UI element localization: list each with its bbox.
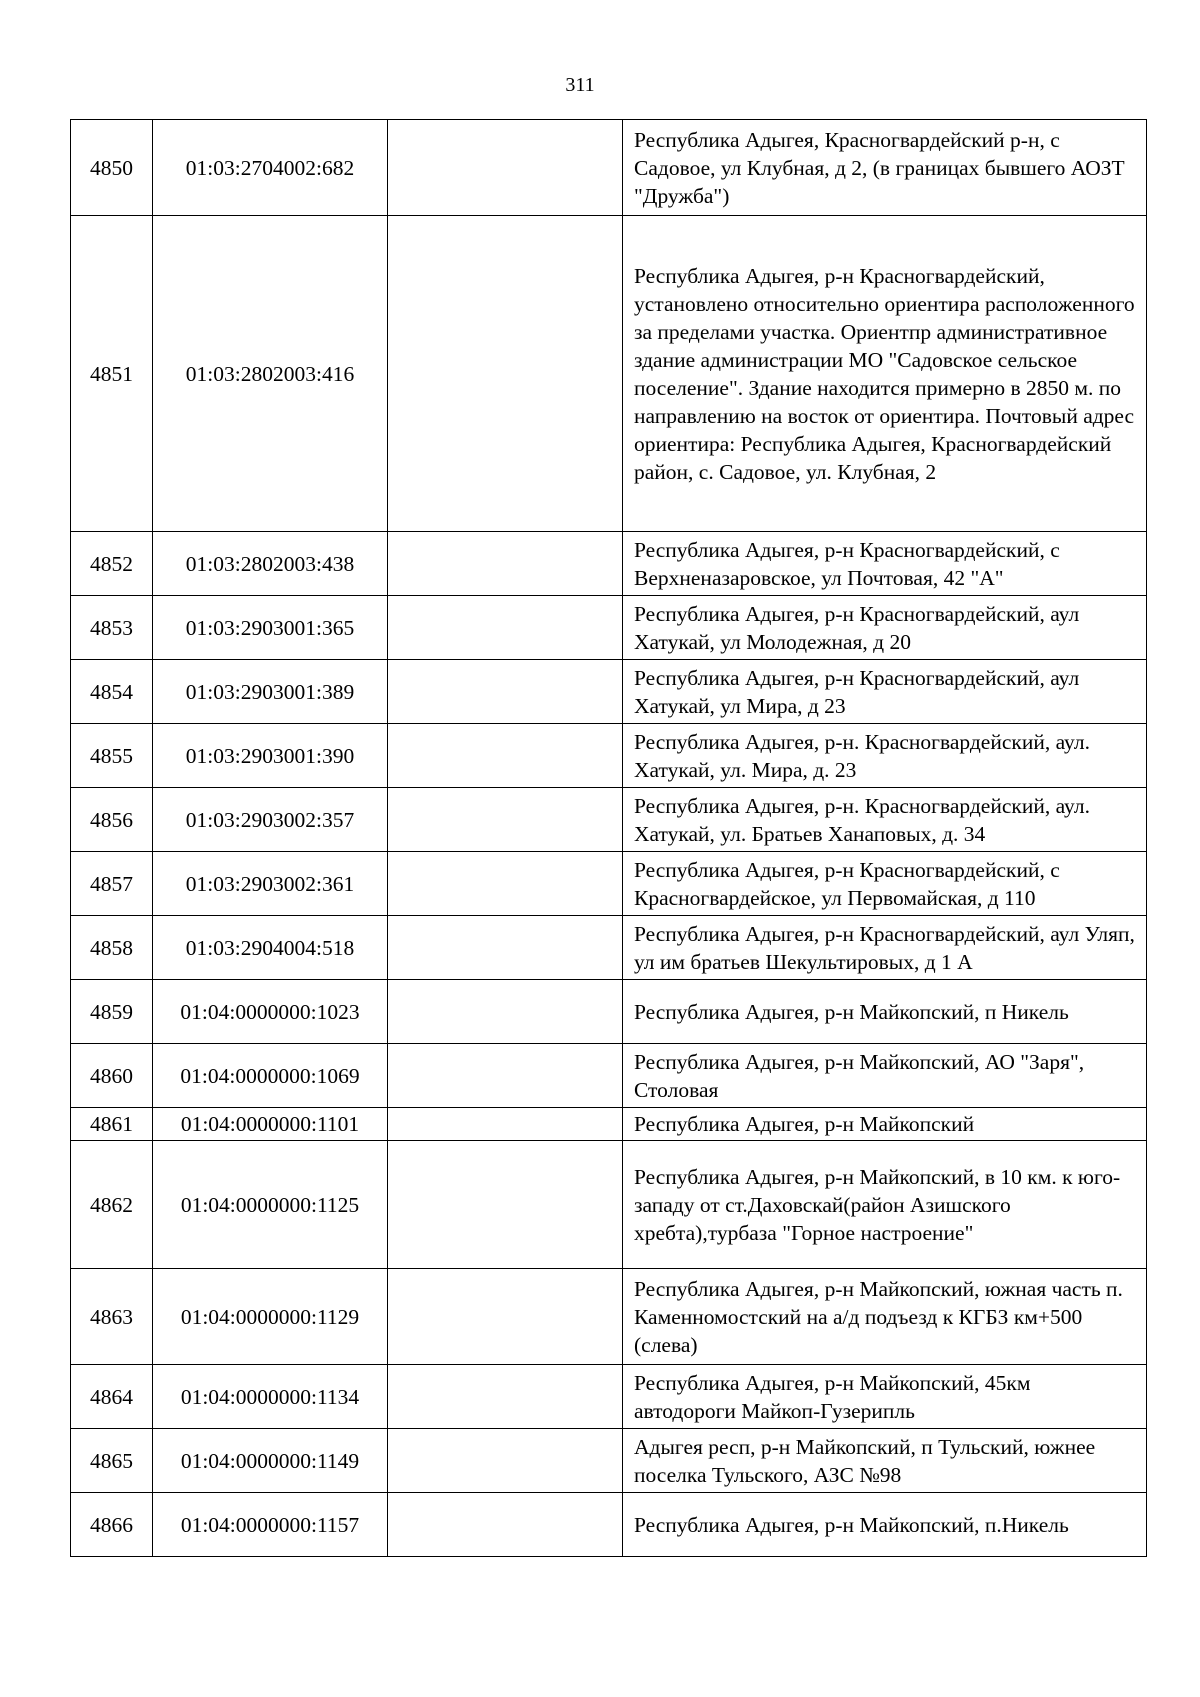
address: Адыгея респ, р-н Майкопский, п Тульский, южнее поселка Тульского, АЗС №98 xyxy=(623,1429,1147,1493)
empty-cell xyxy=(388,1365,623,1429)
row-number: 4853 xyxy=(71,596,153,660)
table-row xyxy=(71,1269,1147,1365)
cadastral-number: 01:04:0000000:1129 xyxy=(153,1269,388,1365)
row-number: 4862 xyxy=(71,1141,153,1269)
empty-cell xyxy=(388,1269,623,1365)
cadastral-number: 01:04:0000000:1134 xyxy=(153,1365,388,1429)
page-number: 311 xyxy=(565,74,595,96)
empty-cell xyxy=(388,916,623,980)
table-row xyxy=(71,660,1147,724)
row-number: 4863 xyxy=(71,1269,153,1365)
cadastral-number: 01:03:2802003:416 xyxy=(153,216,388,532)
cadastral-number: 01:03:2903002:357 xyxy=(153,788,388,852)
row-number: 4856 xyxy=(71,788,153,852)
row-number: 4857 xyxy=(71,852,153,916)
empty-cell xyxy=(388,532,623,596)
empty-cell xyxy=(388,596,623,660)
cadastral-number: 01:03:2802003:438 xyxy=(153,532,388,596)
row-number: 4855 xyxy=(71,724,153,788)
row-number: 4866 xyxy=(71,1493,153,1557)
row-number: 4859 xyxy=(71,980,153,1044)
table-row xyxy=(71,788,1147,852)
empty-cell xyxy=(388,1108,623,1141)
table-row xyxy=(71,1365,1147,1429)
cadastral-number: 01:04:0000000:1149 xyxy=(153,1429,388,1493)
registry-table xyxy=(70,119,1147,1557)
empty-cell xyxy=(388,660,623,724)
address: Республика Адыгея, Красногвардейский р-н, с Садовое, ул Клубная, д 2, (в границах бывшего АОЗТ "Дружба") xyxy=(623,120,1147,216)
address: Республика Адыгея, р-н. Красногвардейский, аул. Хатукай, ул. Мира, д. 23 xyxy=(623,724,1147,788)
cadastral-number: 01:03:2903001:365 xyxy=(153,596,388,660)
address: Республика Адыгея, р-н Майкопский, п.Никель xyxy=(623,1493,1147,1557)
empty-cell xyxy=(388,216,623,532)
row-number: 4851 xyxy=(71,216,153,532)
table-row xyxy=(71,852,1147,916)
table-row xyxy=(71,1044,1147,1108)
empty-cell xyxy=(388,1493,623,1557)
address: Республика Адыгея, р-н Майкопский, 45км автодороги Майкоп-Гузерипль xyxy=(623,1365,1147,1429)
row-number: 4852 xyxy=(71,532,153,596)
address: Республика Адыгея, р-н Красногвардейский, с Верхненазаровское, ул Почтовая, 42 "А" xyxy=(623,532,1147,596)
table-row xyxy=(71,1493,1147,1557)
address: Республика Адыгея, р-н Майкопский xyxy=(623,1108,1147,1141)
cadastral-number: 01:03:2903001:389 xyxy=(153,660,388,724)
address: Республика Адыгея, р-н Красногвардейский, аул Хатукай, ул Мира, д 23 xyxy=(623,660,1147,724)
row-number: 4850 xyxy=(71,120,153,216)
address: Республика Адыгея, р-н Красногвардейский, с Красногвардейское, ул Первомайская, д 110 xyxy=(623,852,1147,916)
address: Республика Адыгея, р-н Майкопский, южная часть п. Каменномостский на а/д подъезд к КГБЗ км+500 (слева) xyxy=(623,1269,1147,1365)
cadastral-number: 01:04:0000000:1069 xyxy=(153,1044,388,1108)
cadastral-number: 01:04:0000000:1023 xyxy=(153,980,388,1044)
address: Республика Адыгея, р-н Красногвардейский, аул Уляп, ул им братьев Шекультировых, д 1 А xyxy=(623,916,1147,980)
row-number: 4858 xyxy=(71,916,153,980)
table-row xyxy=(71,1141,1147,1269)
cadastral-number: 01:03:2704002:682 xyxy=(153,120,388,216)
table-row xyxy=(71,980,1147,1044)
table-row xyxy=(71,120,1147,216)
empty-cell xyxy=(388,1141,623,1269)
cadastral-number: 01:04:0000000:1101 xyxy=(153,1108,388,1141)
table-row xyxy=(71,1429,1147,1493)
address: Республика Адыгея, р-н Майкопский, АО "Заря", Столовая xyxy=(623,1044,1147,1108)
row-number: 4865 xyxy=(71,1429,153,1493)
row-number: 4864 xyxy=(71,1365,153,1429)
address: Республика Адыгея, р-н Майкопский, в 10 км. к юго-западу от ст.Даховскай(район Азишского хребта),турбаза "Горное настроение" xyxy=(623,1141,1147,1269)
cadastral-number: 01:04:0000000:1157 xyxy=(153,1493,388,1557)
cadastral-number: 01:03:2903001:390 xyxy=(153,724,388,788)
row-number: 4854 xyxy=(71,660,153,724)
empty-cell xyxy=(388,1429,623,1493)
empty-cell xyxy=(388,1044,623,1108)
row-number: 4860 xyxy=(71,1044,153,1108)
cadastral-number: 01:04:0000000:1125 xyxy=(153,1141,388,1269)
cadastral-number: 01:03:2904004:518 xyxy=(153,916,388,980)
address: Республика Адыгея, р-н. Красногвардейский, аул. Хатукай, ул. Братьев Ханаповых, д. 34 xyxy=(623,788,1147,852)
row-number: 4861 xyxy=(71,1108,153,1141)
empty-cell xyxy=(388,852,623,916)
empty-cell xyxy=(388,724,623,788)
table-row xyxy=(71,724,1147,788)
table-row xyxy=(71,532,1147,596)
table-row xyxy=(71,596,1147,660)
empty-cell xyxy=(388,788,623,852)
address: Республика Адыгея, р-н Красногвардейский, аул Хатукай, ул Молодежная, д 20 xyxy=(623,596,1147,660)
table-row xyxy=(71,916,1147,980)
address: Республика Адыгея, р-н Красногвардейский, установлено относительно ориентира расположенного за пределами участка. Ориентпр административное здание администрации МО "Садовское сельское поселение". Здание находится примерно в 2850 м. по направлению на восток от ориентира. Почтовый адрес ориентира: Республика Адыгея, Красногвардейский район, с. Садовое, ул. Клубная, 2 xyxy=(623,216,1147,532)
address: Республика Адыгея, р-н Майкопский, п Никель xyxy=(623,980,1147,1044)
cadastral-number: 01:03:2903002:361 xyxy=(153,852,388,916)
empty-cell xyxy=(388,120,623,216)
table-row xyxy=(71,1108,1147,1141)
empty-cell xyxy=(388,980,623,1044)
table-row xyxy=(71,216,1147,532)
